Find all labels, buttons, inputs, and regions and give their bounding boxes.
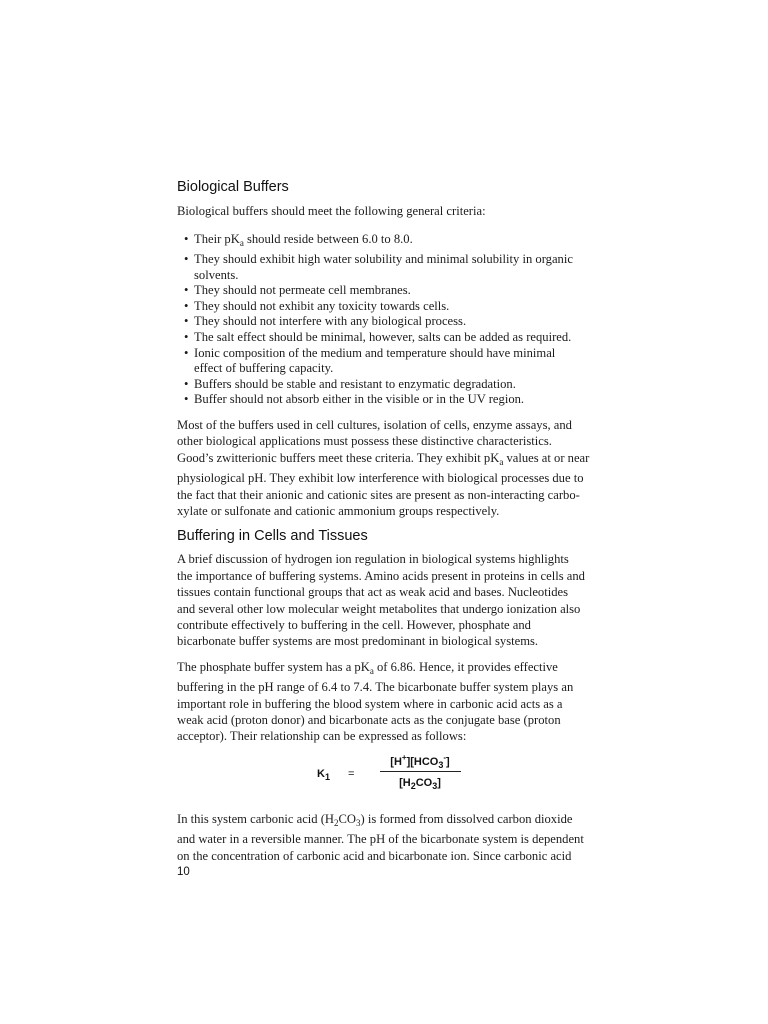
section-heading-buffering-cells: Buffering in Cells and Tissues <box>177 528 368 545</box>
bullet-icon: • <box>184 283 189 298</box>
list-item: • They should exhibit high water solubility and minimal solubility in organic solvents. <box>184 252 573 282</box>
list-item: • Buffers should be stable and resistant to enzymatic degradation. <box>184 376 516 391</box>
equals-sign: = <box>348 767 355 780</box>
paragraph-buffer-characteristics: Most of the buffers used in cell cultures, isolation of cells, enzyme assays, and other biological applications must possess these distinctive characteristics. Good’s zwitterionic buffers meet these criteria. They exhibit $pK_a$ values at or near physiological pH. They exhibit low interference with biological processes due to the fact that their anionic and cationic sites are present as non-interacting carbo- xylate or sulfonate and cationic ammonium groups respectively. <box>177 417 590 518</box>
equation-lhs: $K_1$ <box>317 767 330 782</box>
paragraph-carbonic-acid: In this system carbonic acid $(H_2CO_3)$ is formed from dissolved carbon dioxide and water in a reversible manner. The pH of the bicarbonate system is dependent on the concentration of carbonic acid and bicarbonate ion. Since carbonic acid <box>177 811 584 863</box>
bullet-icon: • <box>184 376 189 391</box>
bullet-icon: • <box>184 329 189 344</box>
list-item: • Buffer should not absorb either in the visible or in the UV region. <box>184 392 525 407</box>
list-item: • They should not interfere with any biological process. <box>184 314 467 329</box>
section-heading-biological-buffers: Biological Buffers <box>177 179 289 195</box>
equation-numerator: $[H^+][HCO_3^-]$ <box>390 752 450 770</box>
page-number: 10 <box>177 866 190 878</box>
bullet-icon: • <box>184 232 189 247</box>
bullet-icon: • <box>184 392 189 407</box>
paragraph-hydrogen-ion-regulation: A brief discussion of hydrogen ion regulation in biological systems highlights the importance of buffering systems. Amino acids present in proteins in cells and tissues contain functional groups that act as weak acid and bases. Nucleotides and several other low molecular weight metabolites that undergo ionization also contribute effectively to buffering in the cell. However, phosphate and bicarbonate buffer systems are most predominant in biological systems. <box>177 552 585 649</box>
list-item: • The salt effect should be minimal, however, salts can be added as required. <box>184 329 572 344</box>
list-item: • Ionic composition of the medium and temperature should have minimal effect of buffering capacity. <box>184 345 556 376</box>
list-item: • Their $pK_a$ should reside between 6.0 to 8.0. <box>184 232 413 249</box>
equilibrium-equation <box>177 752 597 803</box>
bullet-icon: • <box>184 314 189 329</box>
list-item: • They should not permeate cell membranes. <box>184 283 411 298</box>
bullet-icon: • <box>184 345 189 360</box>
intro-text: Biological buffers should meet the following general criteria: <box>177 204 486 218</box>
equation-denominator: $[H_2CO_3]$ <box>399 776 441 791</box>
bullet-icon: • <box>184 252 189 266</box>
criteria-list <box>177 232 597 408</box>
paragraph-phosphate-buffer: The phosphate buffer system has a $pK_a$ of 6.86. Hence, it provides effective buffering in the pH range of 6.4 to 7.4. The bicarbonate buffer system plays an important role in buffering the blood system where in carbonic acid acts as a weak acid (proton donor) and bicarbonate acts as the conjugate base (proton acceptor). Their relationship can be expressed as follows: <box>177 659 574 744</box>
list-item: • They should not exhibit any toxicity towards cells. <box>184 298 450 313</box>
bullet-icon: • <box>184 298 189 313</box>
page-content <box>177 178 597 864</box>
fraction-bar <box>380 771 461 772</box>
